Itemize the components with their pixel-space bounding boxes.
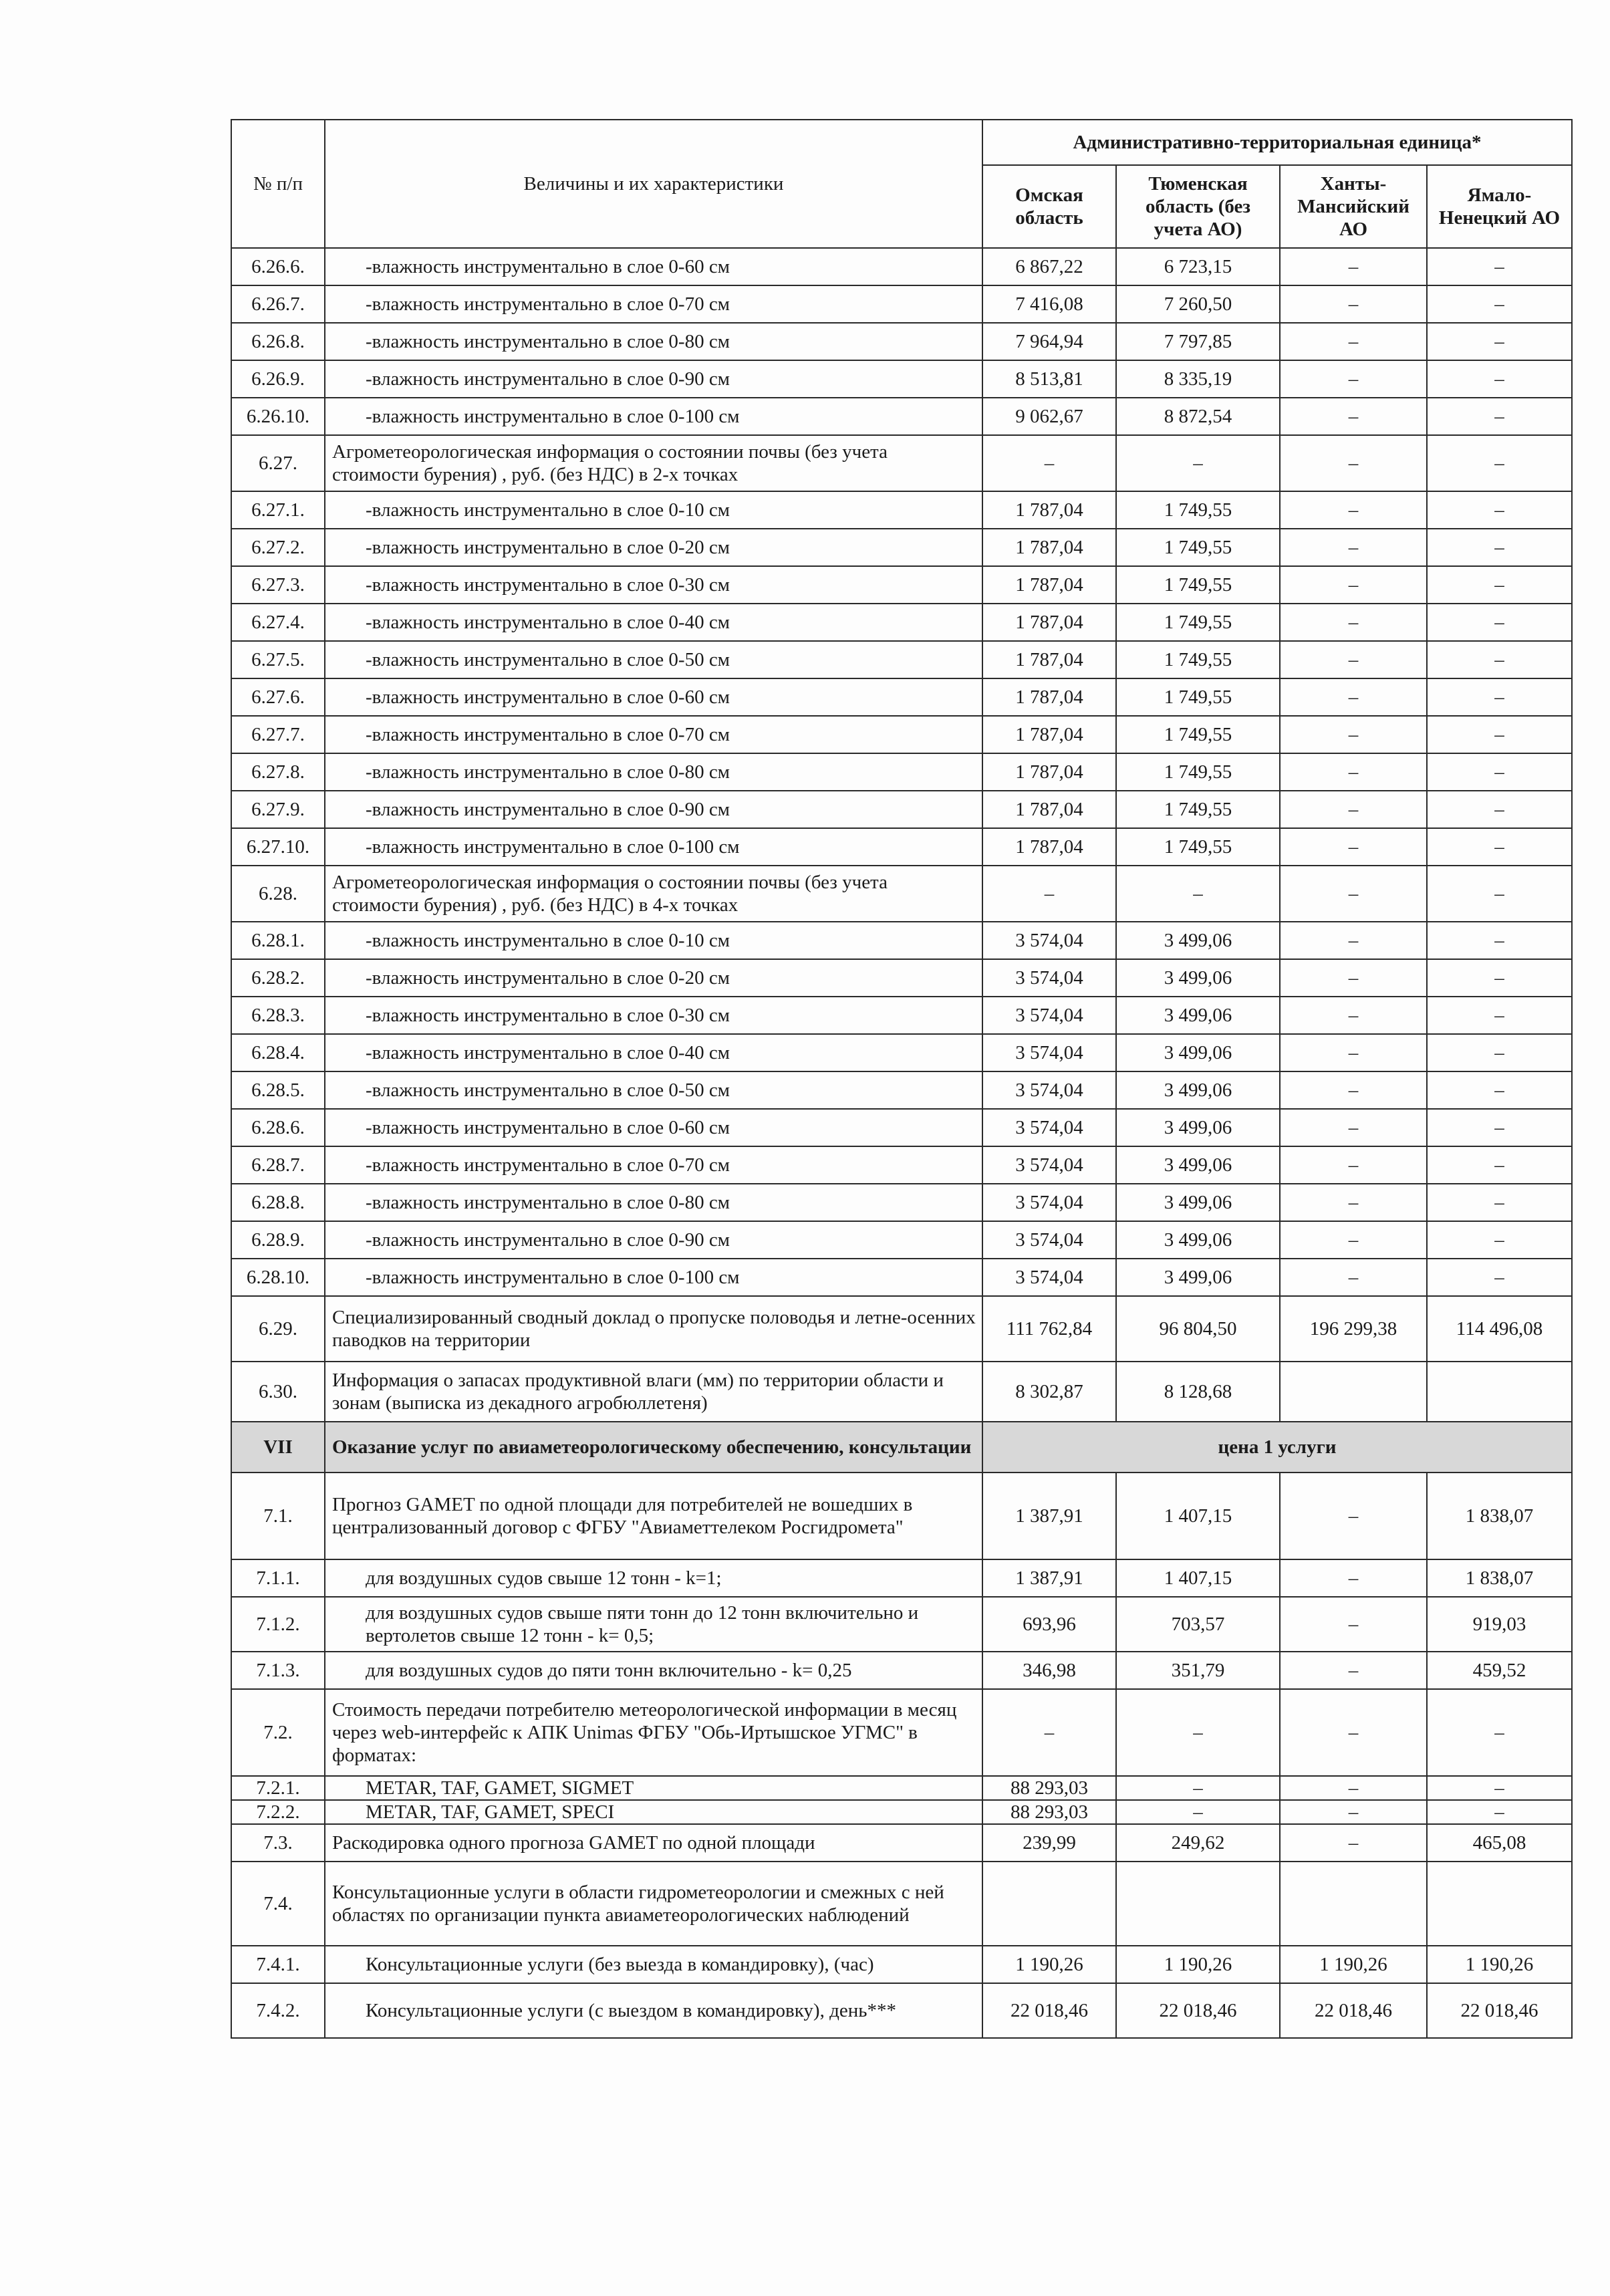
price-yamalo-nenets: 22 018,46 — [1427, 1983, 1572, 2038]
price-omsk: 1 787,04 — [982, 604, 1116, 641]
table-row — [231, 1652, 1572, 1689]
price-omsk: 7 416,08 — [982, 285, 1116, 323]
row-number: 7.4.1. — [231, 1946, 325, 1983]
table-row — [231, 566, 1572, 604]
row-number: 6.28.9. — [231, 1221, 325, 1259]
row-number: 6.27.7. — [231, 716, 325, 753]
price-omsk: 88 293,03 — [982, 1776, 1116, 1800]
price-tyumen: 1 749,55 — [1116, 566, 1280, 604]
price-tyumen: 3 499,06 — [1116, 1184, 1280, 1221]
price-yamalo-nenets: – — [1427, 1071, 1572, 1109]
row-description: Агрометеорологическая информация о состоянии почвы (без учета стоимости бурения) , руб. (без НДС) в 4-х точках — [325, 866, 982, 922]
price-khanty-mansi: – — [1280, 1776, 1427, 1800]
row-description: -влажность инструментально в слое 0-10 см — [325, 922, 982, 959]
price-tyumen: 7 797,85 — [1116, 323, 1280, 360]
table-row — [231, 1109, 1572, 1146]
price-yamalo-nenets: – — [1427, 1689, 1572, 1776]
table-row — [231, 1184, 1572, 1221]
row-description: Консультационные услуги (без выезда в командировку), (час) — [325, 1946, 982, 1983]
row-description: Агрометеорологическая информация о состоянии почвы (без учета стоимости бурения) , руб. (без НДС) в 2-х точках — [325, 435, 982, 491]
price-yamalo-nenets: – — [1427, 791, 1572, 828]
price-khanty-mansi: – — [1280, 1259, 1427, 1296]
table-row — [231, 1946, 1572, 1983]
row-number: 6.26.8. — [231, 323, 325, 360]
price-khanty-mansi: 196 299,38 — [1280, 1296, 1427, 1362]
price-omsk: 8 513,81 — [982, 360, 1116, 398]
row-description: для воздушных судов свыше 12 тонн - k=1; — [325, 1559, 982, 1597]
row-description: -влажность инструментально в слое 0-80 см — [325, 323, 982, 360]
price-yamalo-nenets: – — [1427, 248, 1572, 285]
row-number: 7.1. — [231, 1473, 325, 1559]
price-khanty-mansi: – — [1280, 1824, 1427, 1862]
table-row — [231, 1362, 1572, 1422]
price-tyumen: 351,79 — [1116, 1652, 1280, 1689]
price-yamalo-nenets: – — [1427, 959, 1572, 997]
price-tyumen: 1 749,55 — [1116, 791, 1280, 828]
price-khanty-mansi: – — [1280, 959, 1427, 997]
row-description: -влажность инструментально в слое 0-70 см — [325, 285, 982, 323]
table-row — [231, 360, 1572, 398]
row-description: -влажность инструментально в слое 0-40 см — [325, 1034, 982, 1071]
price-tyumen: 3 499,06 — [1116, 1221, 1280, 1259]
price-omsk: 1 787,04 — [982, 641, 1116, 678]
section-row — [231, 1422, 1572, 1473]
table-row — [231, 866, 1572, 922]
price-omsk: 1 787,04 — [982, 753, 1116, 791]
row-number: 6.28. — [231, 866, 325, 922]
price-tyumen: 3 499,06 — [1116, 1146, 1280, 1184]
col-header-khanty-mansi: Ханты-Мансийский АО — [1280, 165, 1427, 248]
price-khanty-mansi: – — [1280, 753, 1427, 791]
price-tyumen: 3 499,06 — [1116, 1071, 1280, 1109]
price-yamalo-nenets: – — [1427, 678, 1572, 716]
price-yamalo-nenets: – — [1427, 1221, 1572, 1259]
row-description: -влажность инструментально в слое 0-60 см — [325, 248, 982, 285]
price-khanty-mansi: – — [1280, 1652, 1427, 1689]
row-number: 7.1.2. — [231, 1597, 325, 1652]
price-tyumen: 1 407,15 — [1116, 1559, 1280, 1597]
row-number: 6.29. — [231, 1296, 325, 1362]
price-khanty-mansi: – — [1280, 248, 1427, 285]
price-khanty-mansi: – — [1280, 435, 1427, 491]
table-row — [231, 604, 1572, 641]
price-khanty-mansi: – — [1280, 997, 1427, 1034]
price-yamalo-nenets: – — [1427, 1184, 1572, 1221]
table-row — [231, 323, 1572, 360]
row-number: 6.27.8. — [231, 753, 325, 791]
row-number: 7.4. — [231, 1862, 325, 1946]
row-number: 7.2.1. — [231, 1776, 325, 1800]
price-tyumen: 3 499,06 — [1116, 959, 1280, 997]
price-yamalo-nenets: – — [1427, 753, 1572, 791]
price-khanty-mansi: – — [1280, 922, 1427, 959]
price-tyumen: 1 749,55 — [1116, 753, 1280, 791]
row-description: -влажность инструментально в слое 0-70 см — [325, 1146, 982, 1184]
price-omsk: 1 787,04 — [982, 716, 1116, 753]
price-omsk: 22 018,46 — [982, 1983, 1116, 2038]
row-number: 6.28.2. — [231, 959, 325, 997]
price-omsk: 1 787,04 — [982, 529, 1116, 566]
price-khanty-mansi: – — [1280, 1071, 1427, 1109]
table-row — [231, 1559, 1572, 1597]
price-tyumen: 1 407,15 — [1116, 1473, 1280, 1559]
table-row — [231, 285, 1572, 323]
row-number: 6.28.1. — [231, 922, 325, 959]
row-number: 6.27.2. — [231, 529, 325, 566]
table-row — [231, 1862, 1572, 1946]
price-omsk: 3 574,04 — [982, 959, 1116, 997]
row-number: 6.28.8. — [231, 1184, 325, 1221]
price-omsk: 3 574,04 — [982, 1071, 1116, 1109]
row-description: METAR, TAF, GAMET, SIGMET — [325, 1776, 982, 1800]
row-description: -влажность инструментально в слое 0-70 см — [325, 716, 982, 753]
section-title: Оказание услуг по авиаметеорологическому обеспечению, консультации — [325, 1422, 982, 1473]
table-row — [231, 1146, 1572, 1184]
price-khanty-mansi: – — [1280, 1473, 1427, 1559]
price-tyumen: – — [1116, 1689, 1280, 1776]
price-tyumen — [1116, 1862, 1280, 1946]
table-body-section-6 — [231, 248, 1572, 1422]
price-yamalo-nenets: – — [1427, 1034, 1572, 1071]
price-yamalo-nenets: – — [1427, 1776, 1572, 1800]
table-row — [231, 641, 1572, 678]
row-number: 7.1.1. — [231, 1559, 325, 1597]
price-yamalo-nenets: – — [1427, 716, 1572, 753]
row-description: -влажность инструментально в слое 0-90 см — [325, 791, 982, 828]
row-number: 6.27.4. — [231, 604, 325, 641]
price-yamalo-nenets: – — [1427, 360, 1572, 398]
col-header-number: № п/п — [231, 120, 325, 248]
row-description: Раскодировка одного прогноза GAMET по одной площади — [325, 1824, 982, 1862]
price-omsk: 1 787,04 — [982, 491, 1116, 529]
price-tyumen: 3 499,06 — [1116, 1259, 1280, 1296]
price-omsk: 7 964,94 — [982, 323, 1116, 360]
price-omsk: – — [982, 1689, 1116, 1776]
price-yamalo-nenets: 1 838,07 — [1427, 1473, 1572, 1559]
price-omsk: 1 787,04 — [982, 791, 1116, 828]
row-number: 6.27.5. — [231, 641, 325, 678]
price-yamalo-nenets: 459,52 — [1427, 1652, 1572, 1689]
price-khanty-mansi: – — [1280, 1221, 1427, 1259]
table-row — [231, 529, 1572, 566]
price-khanty-mansi: – — [1280, 1559, 1427, 1597]
price-yamalo-nenets: – — [1427, 1259, 1572, 1296]
table-row — [231, 1221, 1572, 1259]
price-tyumen: 1 749,55 — [1116, 529, 1280, 566]
table-body-section-7 — [231, 1473, 1572, 2038]
row-description: -влажность инструментально в слое 0-60 см — [325, 678, 982, 716]
price-omsk: – — [982, 866, 1116, 922]
price-khanty-mansi: – — [1280, 1184, 1427, 1221]
row-number: 7.2.2. — [231, 1800, 325, 1824]
price-tyumen: 1 190,26 — [1116, 1946, 1280, 1983]
price-yamalo-nenets — [1427, 1362, 1572, 1422]
row-description: -влажность инструментально в слое 0-90 см — [325, 360, 982, 398]
price-khanty-mansi: 22 018,46 — [1280, 1983, 1427, 2038]
price-yamalo-nenets: 1 190,26 — [1427, 1946, 1572, 1983]
price-khanty-mansi — [1280, 1362, 1427, 1422]
price-omsk — [982, 1862, 1116, 1946]
table-row — [231, 1597, 1572, 1652]
price-khanty-mansi: – — [1280, 323, 1427, 360]
price-khanty-mansi: – — [1280, 641, 1427, 678]
price-yamalo-nenets — [1427, 1862, 1572, 1946]
row-description: METAR, TAF, GAMET, SPECI — [325, 1800, 982, 1824]
table-row — [231, 248, 1572, 285]
price-khanty-mansi — [1280, 1862, 1427, 1946]
price-tyumen: 3 499,06 — [1116, 1109, 1280, 1146]
price-tyumen: – — [1116, 1776, 1280, 1800]
price-yamalo-nenets: – — [1427, 922, 1572, 959]
price-yamalo-nenets: – — [1427, 435, 1572, 491]
row-number: 7.1.3. — [231, 1652, 325, 1689]
table-row — [231, 491, 1572, 529]
price-tyumen: 7 260,50 — [1116, 285, 1280, 323]
row-description: -влажность инструментально в слое 0-40 см — [325, 604, 982, 641]
row-description: Прогноз GAMET по одной площади для потребителей не вошедших в централизованный договор с ФГБУ "Авиаметтелеком Росгидромета" — [325, 1473, 982, 1559]
row-description: Специализированный сводный доклад о пропуске половодья и летне-осенних паводков на территории — [325, 1296, 982, 1362]
price-khanty-mansi: – — [1280, 791, 1427, 828]
price-yamalo-nenets: – — [1427, 641, 1572, 678]
price-tyumen: 8 872,54 — [1116, 398, 1280, 435]
row-number: 6.27.10. — [231, 828, 325, 866]
price-tyumen: 6 723,15 — [1116, 248, 1280, 285]
table-row — [231, 922, 1572, 959]
price-tyumen: – — [1116, 435, 1280, 491]
row-number: 7.3. — [231, 1824, 325, 1862]
price-omsk: 3 574,04 — [982, 1259, 1116, 1296]
price-omsk: 3 574,04 — [982, 997, 1116, 1034]
price-khanty-mansi: – — [1280, 678, 1427, 716]
price-omsk: 3 574,04 — [982, 1184, 1116, 1221]
table-row — [231, 1034, 1572, 1071]
price-tyumen: 3 499,06 — [1116, 922, 1280, 959]
price-omsk: 1 787,04 — [982, 678, 1116, 716]
row-description: -влажность инструментально в слое 0-60 см — [325, 1109, 982, 1146]
price-yamalo-nenets: 465,08 — [1427, 1824, 1572, 1862]
price-omsk: 9 062,67 — [982, 398, 1116, 435]
price-tyumen: 96 804,50 — [1116, 1296, 1280, 1362]
price-tyumen: 1 749,55 — [1116, 641, 1280, 678]
row-number: 6.27.9. — [231, 791, 325, 828]
price-omsk: 693,96 — [982, 1597, 1116, 1652]
row-number: 6.28.3. — [231, 997, 325, 1034]
row-description: -влажность инструментально в слое 0-100 см — [325, 398, 982, 435]
price-omsk: 3 574,04 — [982, 1221, 1116, 1259]
price-tyumen: 3 499,06 — [1116, 1034, 1280, 1071]
price-omsk: 1 387,91 — [982, 1559, 1116, 1597]
row-number: 6.28.10. — [231, 1259, 325, 1296]
price-omsk: 1 787,04 — [982, 828, 1116, 866]
price-yamalo-nenets: 1 838,07 — [1427, 1559, 1572, 1597]
table-row — [231, 1776, 1572, 1800]
price-omsk: 346,98 — [982, 1652, 1116, 1689]
price-khanty-mansi: – — [1280, 604, 1427, 641]
row-number: 6.28.5. — [231, 1071, 325, 1109]
row-description: -влажность инструментально в слое 0-90 см — [325, 1221, 982, 1259]
price-omsk: 1 190,26 — [982, 1946, 1116, 1983]
row-number: 6.26.7. — [231, 285, 325, 323]
row-number: 6.27.6. — [231, 678, 325, 716]
price-yamalo-nenets: – — [1427, 1146, 1572, 1184]
row-number: 6.26.6. — [231, 248, 325, 285]
table-row — [231, 1689, 1572, 1776]
price-omsk: 6 867,22 — [982, 248, 1116, 285]
price-khanty-mansi: – — [1280, 566, 1427, 604]
price-tyumen: 8 335,19 — [1116, 360, 1280, 398]
table-row — [231, 828, 1572, 866]
section-price-label: цена 1 услуги — [982, 1422, 1572, 1473]
row-number: 6.28.6. — [231, 1109, 325, 1146]
row-number: 6.26.9. — [231, 360, 325, 398]
price-tyumen: 1 749,55 — [1116, 828, 1280, 866]
price-omsk: – — [982, 435, 1116, 491]
section-number: VII — [231, 1422, 325, 1473]
price-khanty-mansi: – — [1280, 828, 1427, 866]
table-body-section-7-header — [231, 1422, 1572, 1473]
price-omsk: 3 574,04 — [982, 1034, 1116, 1071]
price-omsk: 239,99 — [982, 1824, 1116, 1862]
table-row — [231, 1259, 1572, 1296]
price-khanty-mansi: 1 190,26 — [1280, 1946, 1427, 1983]
price-yamalo-nenets: – — [1427, 828, 1572, 866]
tariff-table — [231, 119, 1573, 2039]
row-description: -влажность инструментально в слое 0-80 см — [325, 1184, 982, 1221]
row-description: -влажность инструментально в слое 0-30 см — [325, 566, 982, 604]
price-yamalo-nenets: – — [1427, 997, 1572, 1034]
table-row — [231, 1983, 1572, 2038]
row-description: -влажность инструментально в слое 0-100 см — [325, 828, 982, 866]
table-row — [231, 716, 1572, 753]
price-yamalo-nenets: – — [1427, 1800, 1572, 1824]
col-header-omsk: Омская область — [982, 165, 1116, 248]
price-omsk: 3 574,04 — [982, 1109, 1116, 1146]
row-description: -влажность инструментально в слое 0-80 см — [325, 753, 982, 791]
price-tyumen: 8 128,68 — [1116, 1362, 1280, 1422]
price-omsk: 3 574,04 — [982, 1146, 1116, 1184]
price-khanty-mansi: – — [1280, 1109, 1427, 1146]
price-tyumen: – — [1116, 866, 1280, 922]
price-khanty-mansi: – — [1280, 360, 1427, 398]
row-description: Консультационные услуги в области гидрометеорологии и смежных с ней областях по организации пункта авиаметеорологических наблюдений — [325, 1862, 982, 1946]
col-header-description: Величины и их характеристики — [325, 120, 982, 248]
price-khanty-mansi: – — [1280, 1800, 1427, 1824]
price-omsk: 111 762,84 — [982, 1296, 1116, 1362]
row-number: 6.28.7. — [231, 1146, 325, 1184]
price-yamalo-nenets: – — [1427, 285, 1572, 323]
col-header-tyumen: Тюменская область (без учета АО) — [1116, 165, 1280, 248]
price-tyumen: – — [1116, 1800, 1280, 1824]
price-tyumen: 3 499,06 — [1116, 997, 1280, 1034]
table-row — [231, 1824, 1572, 1862]
price-yamalo-nenets: 919,03 — [1427, 1597, 1572, 1652]
price-khanty-mansi: – — [1280, 1689, 1427, 1776]
row-description: Информация о запасах продуктивной влаги (мм) по территории области и зонам (выписка из декадного агробюллетеня) — [325, 1362, 982, 1422]
price-yamalo-nenets: – — [1427, 566, 1572, 604]
price-tyumen: 1 749,55 — [1116, 604, 1280, 641]
price-khanty-mansi: – — [1280, 398, 1427, 435]
row-number: 6.27. — [231, 435, 325, 491]
price-khanty-mansi: – — [1280, 866, 1427, 922]
table-row — [231, 997, 1572, 1034]
row-description: -влажность инструментально в слое 0-20 см — [325, 529, 982, 566]
table-row — [231, 435, 1572, 491]
table-row — [231, 1296, 1572, 1362]
table-row — [231, 791, 1572, 828]
price-khanty-mansi: – — [1280, 1034, 1427, 1071]
price-omsk: 1 387,91 — [982, 1473, 1116, 1559]
price-tyumen: 22 018,46 — [1116, 1983, 1280, 2038]
col-header-yamalo-nenets: Ямало-Ненецкий АО — [1427, 165, 1572, 248]
price-yamalo-nenets: 114 496,08 — [1427, 1296, 1572, 1362]
price-khanty-mansi: – — [1280, 1146, 1427, 1184]
price-khanty-mansi: – — [1280, 716, 1427, 753]
price-yamalo-nenets: – — [1427, 398, 1572, 435]
row-number: 6.27.3. — [231, 566, 325, 604]
row-description: -влажность инструментально в слое 0-50 см — [325, 1071, 982, 1109]
price-omsk: 3 574,04 — [982, 922, 1116, 959]
price-yamalo-nenets: – — [1427, 529, 1572, 566]
row-description: Консультационные услуги (с выездом в командировку), день*** — [325, 1983, 982, 2038]
price-yamalo-nenets: – — [1427, 866, 1572, 922]
row-number: 7.4.2. — [231, 1983, 325, 2038]
price-omsk: 88 293,03 — [982, 1800, 1116, 1824]
price-yamalo-nenets: – — [1427, 1109, 1572, 1146]
row-number: 6.30. — [231, 1362, 325, 1422]
table-row — [231, 678, 1572, 716]
row-number: 6.26.10. — [231, 398, 325, 435]
table-row — [231, 959, 1572, 997]
table-row — [231, 1473, 1572, 1559]
price-khanty-mansi: – — [1280, 1597, 1427, 1652]
price-yamalo-nenets: – — [1427, 491, 1572, 529]
row-description: -влажность инструментально в слое 0-20 см — [325, 959, 982, 997]
price-khanty-mansi: – — [1280, 491, 1427, 529]
table-row — [231, 1071, 1572, 1109]
price-yamalo-nenets: – — [1427, 604, 1572, 641]
row-description: Стоимость передачи потребителю метеорологической информации в месяц через web-интерфейс к АПК Unimas ФГБУ "Обь-Иртышское УГМС" в форматах: — [325, 1689, 982, 1776]
row-number: 6.28.4. — [231, 1034, 325, 1071]
table-row — [231, 753, 1572, 791]
row-number: 6.27.1. — [231, 491, 325, 529]
price-yamalo-nenets: – — [1427, 323, 1572, 360]
row-description: -влажность инструментально в слое 0-10 см — [325, 491, 982, 529]
table-row — [231, 398, 1572, 435]
col-header-admin-unit: Административно-территориальная единица* — [982, 120, 1572, 165]
price-tyumen: 1 749,55 — [1116, 716, 1280, 753]
row-description: -влажность инструментально в слое 0-50 см — [325, 641, 982, 678]
price-omsk: 8 302,87 — [982, 1362, 1116, 1422]
price-tyumen: 249,62 — [1116, 1824, 1280, 1862]
price-tyumen: 1 749,55 — [1116, 491, 1280, 529]
row-description: -влажность инструментально в слое 0-100 см — [325, 1259, 982, 1296]
table-row — [231, 1800, 1572, 1824]
price-tyumen: 1 749,55 — [1116, 678, 1280, 716]
row-description: для воздушных судов до пяти тонн включительно - k= 0,25 — [325, 1652, 982, 1689]
price-omsk: 1 787,04 — [982, 566, 1116, 604]
price-khanty-mansi: – — [1280, 285, 1427, 323]
row-description: для воздушных судов свыше пяти тонн до 12 тонн включительно и вертолетов свыше 12 тонн - k= 0,5; — [325, 1597, 982, 1652]
price-tyumen: 703,57 — [1116, 1597, 1280, 1652]
row-description: -влажность инструментально в слое 0-30 см — [325, 997, 982, 1034]
price-khanty-mansi: – — [1280, 529, 1427, 566]
row-number: 7.2. — [231, 1689, 325, 1776]
